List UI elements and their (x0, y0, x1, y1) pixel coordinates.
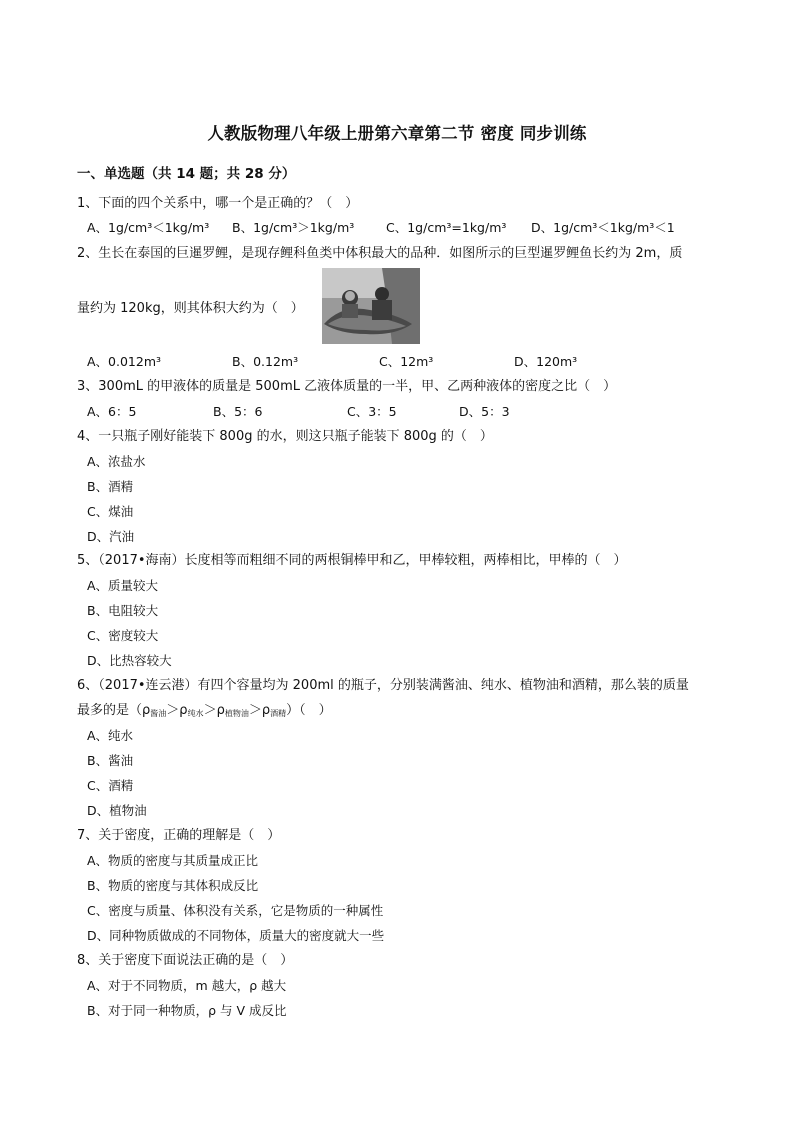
question-6-stem-line2 (77, 702, 332, 723)
q5-option-d: D、比热容较大 (87, 653, 172, 668)
page-title: 人教版物理八年级上册第六章第二节 密度 同步训练 (207, 124, 587, 143)
rho-sub-pure-water: 纯水 (187, 709, 204, 718)
q4-option-c: C、煤油 (87, 504, 134, 519)
q6-stem-suffix: ）（ ） (286, 703, 332, 718)
q1-option-a: A、1g/cm³＜1kg/m³ (87, 220, 210, 235)
q7-option-c: C、密度与质量、体积没有关系，它是物质的一种属性 (87, 903, 384, 918)
q5-option-a: A、质量较大 (87, 578, 159, 593)
q6-stem-prefix: 最多的是（ (77, 703, 143, 718)
q6-option-c: C、酒精 (87, 778, 134, 793)
gt-symbol: ＞ (166, 703, 180, 718)
q3-option-c: C、3：5 (347, 404, 397, 419)
question-6-stem-line1: 6、（2017•连云港）有四个容量均为 200ml 的瓶子，分别装满酱油、纯水、植物油和酒精，那么装的质量 (77, 678, 689, 693)
q5-option-b: B、电阻较大 (87, 603, 159, 618)
q2-option-c: C、12m³ (379, 354, 434, 369)
question-4-stem: 4、一只瓶子刚好能装下 800g 的水，则这只瓶子能装下 800g 的（ ） (77, 429, 493, 444)
q7-option-b: B、物质的密度与其体积成反比 (87, 878, 259, 893)
q7-option-a: A、物质的密度与其质量成正比 (87, 853, 259, 868)
question-3-stem: 3、300mL 的甲液体的质量是 500mL 乙液体质量的一半，甲、乙两种液体的密度之比（ ） (77, 379, 617, 394)
rho-sub-soy-sauce: 酱油 (150, 709, 167, 718)
q2-option-d: D、120m³ (514, 354, 578, 369)
question-5-stem: 5、（2017•海南）长度相等而粗细不同的两根铜棒甲和乙，甲棒较粗，两棒相比，甲棒的（ ） (77, 553, 627, 568)
q6-option-b: B、酱油 (87, 753, 134, 768)
q6-option-d: D、植物油 (87, 803, 147, 818)
rho-sub-vegetable-oil: 植物油 (224, 709, 249, 718)
q3-option-b: B、5：6 (213, 404, 263, 419)
q7-option-d: D、同种物质做成的不同物体，质量大的密度就大一些 (87, 928, 385, 943)
question-8-stem: 8、关于密度下面说法正确的是（ ） (77, 953, 294, 968)
q8-option-a: A、对于不同物质，m 越大，ρ 越大 (87, 978, 287, 993)
question-2-stem-line2: 量约为 120kg，则其体积大约为（ ） (77, 301, 304, 316)
q4-option-d: D、汽油 (87, 529, 135, 544)
q4-option-a: A、浓盐水 (87, 454, 146, 469)
question-2-stem-line1: 2、生长在泰国的巨暹罗鲤，是现存鲤科鱼类中体积最大的品种．如图所示的巨型暹罗鲤鱼长约为 2m，质 (77, 246, 683, 261)
question-1-stem: 1、下面的四个关系中，哪一个是正确的？（ ） (77, 196, 359, 211)
rho-symbol: ρ (142, 703, 151, 718)
q5-option-c: C、密度较大 (87, 628, 159, 643)
q4-option-b: B、酒精 (87, 479, 134, 494)
q3-option-a: A、6：5 (87, 404, 137, 419)
gt-symbol: ＞ (248, 703, 262, 718)
giant-carp-photo (322, 268, 420, 344)
rho-symbol: ρ (261, 703, 271, 718)
q2-option-a: A、0.012m³ (87, 354, 162, 369)
section-heading: 一、单选题（共 14 题；共 28 分） (77, 166, 296, 182)
q2-option-b: B、0.12m³ (232, 354, 299, 369)
rho-symbol: ρ (179, 703, 188, 718)
gt-symbol: ＞ (203, 703, 217, 718)
q1-option-b: B、1g/cm³＞1kg/m³ (232, 220, 355, 235)
question-7-stem: 7、关于密度，正确的理解是（ ） (77, 828, 281, 843)
rho-sub-alcohol: 酒精 (270, 709, 287, 718)
q8-option-b: B、对于同一种物质，ρ 与 V 成反比 (87, 1003, 287, 1018)
q3-option-d: D、5：3 (459, 404, 510, 419)
q6-option-a: A、纯水 (87, 728, 134, 743)
q1-option-c: C、1g/cm³=1kg/m³ (386, 220, 507, 235)
rho-symbol: ρ (216, 703, 225, 718)
q1-option-d: D、1g/cm³＜1kg/m³＜1 (531, 220, 675, 235)
